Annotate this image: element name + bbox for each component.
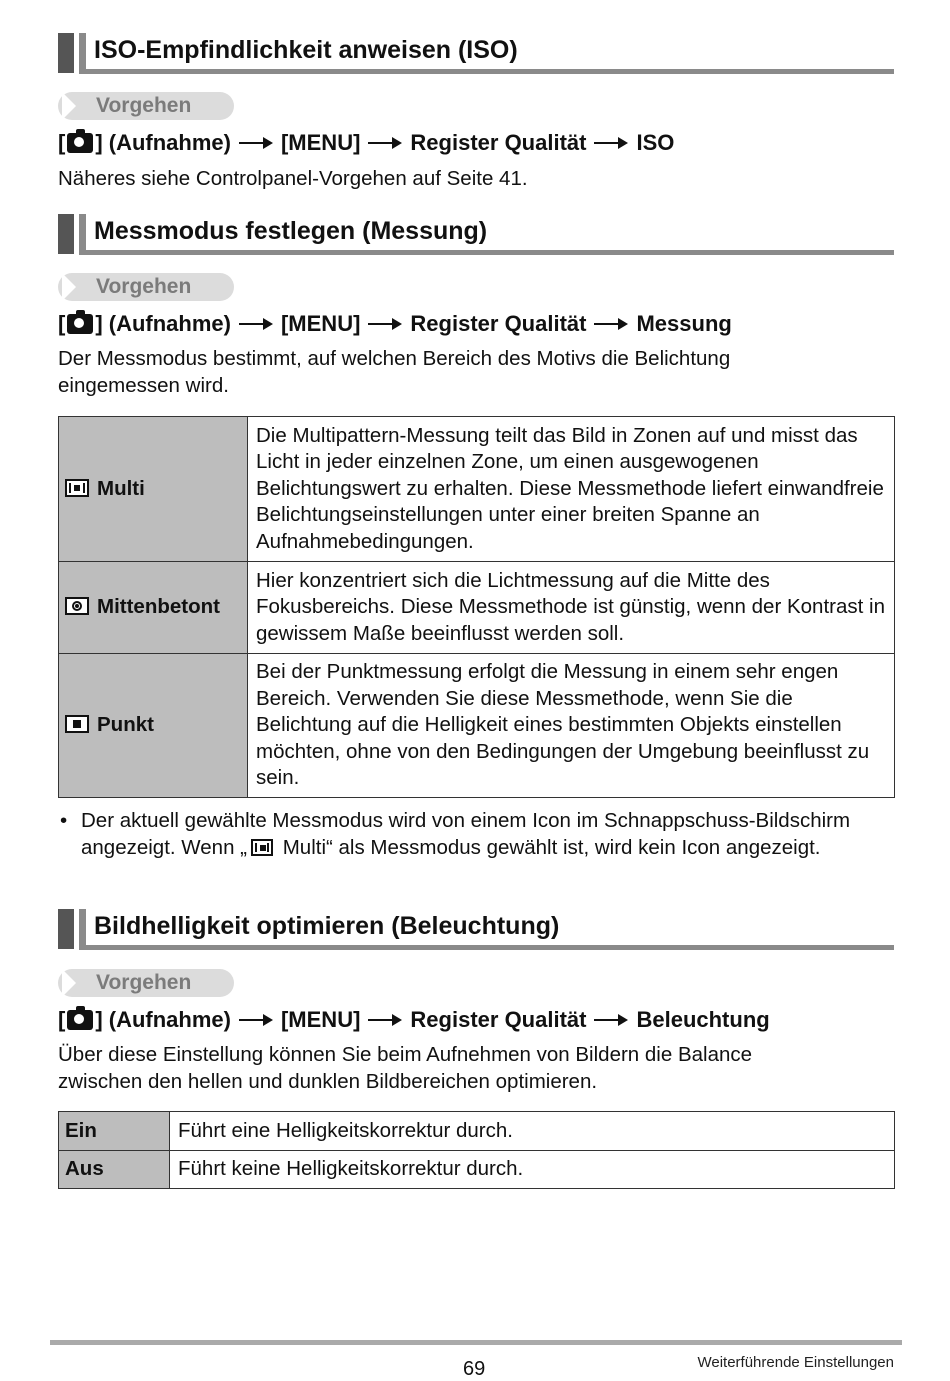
page-number: 69 xyxy=(463,1358,486,1380)
record-mode-label: ] (Aufnahme) xyxy=(95,1007,231,1032)
bullet-marker: • xyxy=(60,809,68,832)
note-text-before: Der aktuell gewählte Messmodus wird von einem Icon im Schnappschuss-Bildschirm angezeigt. Wenn „ xyxy=(81,809,851,859)
metering-description: Hier konzentriert sich die Lichtmessung auf die Mitte des Fokusbereichs. Diese Messmethode ist günstig, wenn der Kontrast in gewissem Maße beeinflusst werden soll. xyxy=(248,562,895,654)
setting-description: Führt keine Helligkeitskorrektur durch. xyxy=(170,1151,895,1189)
metering-description: Bei der Punktmessung erfolgt die Messung in einem sehr engen Bereich. Verwenden Sie diese Messmethode, wenn Sie die Belichtung auf die Helligkeit eines bestimmten Objekts einstellen möchten, ohne von den Bedingungen der Umgebung beeinflusst zu sein. xyxy=(248,654,895,798)
vorgehen-label: Vorgehen xyxy=(96,275,192,298)
section-text: Näheres siehe Controlpanel-Vorgehen auf Seite 41. xyxy=(58,167,528,190)
camera-icon xyxy=(67,1010,93,1030)
procedure-line xyxy=(58,309,732,339)
arrow-icon xyxy=(368,1014,402,1026)
section-heading-messung xyxy=(58,214,894,258)
multi-metering-icon xyxy=(251,839,273,856)
bullet-note xyxy=(58,808,898,890)
section-heading-beleuchtung xyxy=(58,909,894,953)
table-row xyxy=(59,1151,895,1189)
metering-mode-label: Punkt xyxy=(97,713,154,737)
metering-mode-cell xyxy=(59,562,248,654)
bracket-open: [ xyxy=(58,311,66,336)
vorgehen-badge xyxy=(58,273,234,301)
register-label: Register Qualität xyxy=(410,311,587,336)
record-mode-label: ] (Aufnahme) xyxy=(95,130,231,155)
camera-icon xyxy=(67,314,93,334)
metering-table xyxy=(58,416,895,798)
vorgehen-badge xyxy=(58,92,234,120)
menu-label: [MENU] xyxy=(280,130,361,155)
record-mode-label: ] (Aufnahme) xyxy=(95,311,231,336)
bracket-open: [ xyxy=(58,1007,66,1032)
target-setting: Messung xyxy=(636,311,732,336)
multi-metering-icon xyxy=(65,479,89,497)
section-text: Über diese Einstellung können Sie beim Aufnehmen von Bildern die Balance zwischen den hellen und dunklen Bildbereichen optimieren. xyxy=(58,1043,753,1093)
camera-icon xyxy=(67,133,93,153)
menu-label: [MENU] xyxy=(280,1007,361,1032)
metering-mode-cell xyxy=(59,417,248,562)
section-heading-iso xyxy=(58,33,894,77)
procedure-line xyxy=(58,1005,770,1035)
section-title: ISO-Empfindlichkeit anweisen (ISO) xyxy=(94,36,518,64)
section-title: Messmodus festlegen (Messung) xyxy=(94,217,488,245)
note-text xyxy=(81,808,896,861)
table-row xyxy=(59,562,895,654)
chapter-label: Weiterführende Einstellungen xyxy=(697,1354,894,1371)
metering-mode-label: Multi xyxy=(97,476,145,500)
center-weighted-metering-icon xyxy=(65,597,89,615)
vorgehen-badge xyxy=(58,969,234,997)
section-text: Der Messmodus bestimmt, auf welchen Bereich des Motivs die Belichtung eingemessen wird. xyxy=(58,347,731,397)
note-text-after: Multi“ als Messmodus gewählt ist, wird kein Icon angezeigt. xyxy=(277,835,821,859)
setting-label: Aus xyxy=(59,1151,170,1189)
metering-mode-cell xyxy=(59,654,248,798)
metering-mode-label: Mittenbetont xyxy=(97,595,220,619)
register-label: Register Qualität xyxy=(410,130,587,155)
setting-description: Führt eine Helligkeitskorrektur durch. xyxy=(170,1112,895,1151)
target-setting: ISO xyxy=(636,130,675,155)
arrow-icon xyxy=(239,1014,273,1026)
setting-label: Ein xyxy=(59,1112,170,1151)
lighting-table xyxy=(58,1111,895,1189)
arrow-icon xyxy=(594,1014,628,1026)
arrow-icon xyxy=(594,137,628,149)
procedure-line xyxy=(58,128,674,158)
table-row xyxy=(59,654,895,798)
register-label: Register Qualität xyxy=(410,1007,587,1032)
arrow-icon xyxy=(368,318,402,330)
menu-label: [MENU] xyxy=(280,311,361,336)
vorgehen-label: Vorgehen xyxy=(96,971,192,994)
arrow-icon xyxy=(239,318,273,330)
table-row xyxy=(59,1112,895,1151)
arrow-icon xyxy=(239,137,273,149)
metering-description: Die Multipattern-Messung teilt das Bild in Zonen auf und misst das Licht in jeder einzelnen Zone, um einen ausgewogenen Belichtungswert zu erhalten. Diese Messmethode liefert einwandfreie Belichtungseinstellungen unter einer breiten Spanne an Aufnahmebedingungen. xyxy=(248,417,895,562)
bracket-open: [ xyxy=(58,130,66,155)
arrow-icon xyxy=(368,137,402,149)
table-row xyxy=(59,417,895,562)
footer-rule xyxy=(50,1340,902,1345)
target-setting: Beleuchtung xyxy=(636,1007,770,1032)
spot-metering-icon xyxy=(65,715,89,733)
arrow-icon xyxy=(594,318,628,330)
section-title: Bildhelligkeit optimieren (Beleuchtung) xyxy=(94,912,560,940)
vorgehen-label: Vorgehen xyxy=(96,94,192,117)
